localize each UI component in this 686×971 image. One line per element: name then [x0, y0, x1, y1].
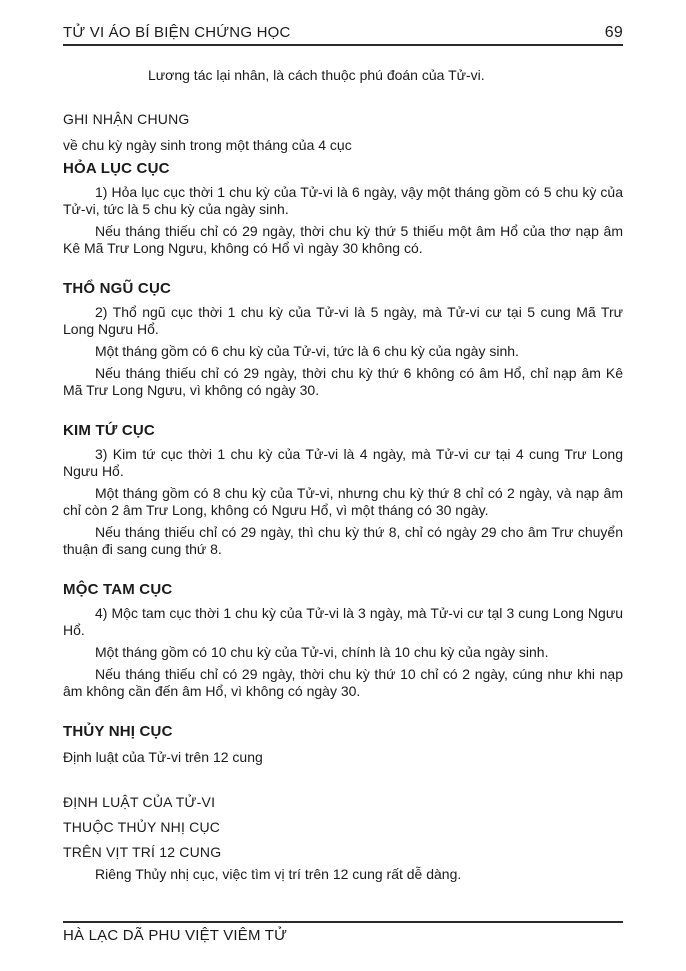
paragraph: Một tháng gồm có 10 chu kỳ của Tử-vi, chính là 10 chu kỳ của ngày sinh. [95, 644, 549, 660]
running-title: TỬ VI ÁO BÍ BIỆN CHỨNG HỌC [63, 24, 291, 41]
page-header [63, 0, 623, 46]
section-heading-moc-tam-cuc: MỘC TAM CỤC [63, 581, 173, 598]
paragraph: 2) Thổ ngũ cục thời 1 chu kỳ của Tử-vi là 5 ngày, mà Tử-vi cư tại 5 cung Mã Trư Long Ngưu Hổ. [63, 304, 623, 337]
paragraph: Định luật của Tử-vi trên 12 cung [63, 749, 263, 765]
subhead-thuoc-thuy-nhi-cuc: THUỘC THỦY NHỊ CỤC [63, 819, 221, 835]
paragraph: 4) Mộc tam cục thời 1 chu kỳ của Tử-vi là 3 ngày, mà Tử-vi cư tạl 3 cung Long Ngưu Hổ. [63, 605, 623, 638]
paragraph: Riêng Thủy nhị cục, việc tìm vị trí trên 12 cung rất dễ dàng. [95, 866, 462, 882]
subhead-ghi-nhan-chung: GHI NHẬN CHUNG [63, 111, 190, 127]
subhead-note: về chu kỳ ngày sinh trong một tháng của 4 cục [63, 137, 352, 153]
page-content [63, 67, 623, 883]
section-heading-tho-ngu-cuc: THỔ NGŨ CỤC [63, 280, 172, 297]
paragraph: Một tháng gồm có 6 chu kỳ của Tử-vi, tức là 6 chu kỳ của ngày sinh. [95, 343, 519, 359]
paragraph: Nếu tháng thiếu chỉ có 29 ngày, thì chu kỳ thứ 8, chỉ có ngày 29 cho âm Trư chuyển thuận đi sang cung thứ 8. [63, 524, 623, 557]
paragraph: Một tháng gồm có 8 chu kỳ của Tử-vi, nhưng chu kỳ thứ 8 chỉ có 2 ngày, và nạp âm chỉ còn 2 âm Trư Long, không có Ngưu Hổ, vì một tháng có 30 ngày. [63, 485, 623, 518]
subhead-tren-vi-tri: TRÊN VỊT TRÍ 12 CUNG [63, 844, 222, 860]
subhead-dinh-luat: ĐỊNH LUẬT CỦA TỬ-VI [63, 794, 216, 810]
paragraph: Nếu tháng thiếu chỉ có 29 ngày, thời chu kỳ thứ 6 không có âm Hổ, chỉ nạp âm Kê Mã Trư Long Ngưu, vì không có ngày 30. [63, 365, 623, 398]
paragraph: Nếu tháng thiếu chỉ có 29 ngày, thời chu kỳ thứ 10 chỉ có 2 ngày, cúng như khi nạp âm không cần đến âm Hổ, vì không có ngày 30. [63, 666, 623, 699]
footer-author: HÀ LẠC DÃ PHU VIỆT VIÊM TỬ [63, 927, 288, 944]
page-footer [63, 921, 623, 944]
paragraph: 3) Kim tứ cục thời 1 chu kỳ của Tử-vi là 4 ngày, mà Tử-vi cư tại 4 cung Trư Long Ngưu Hổ. [63, 446, 623, 479]
intro-line: Lương tác lại nhân, là cách thuộc phú đoán của Tử-vi. [148, 67, 485, 83]
section-heading-kim-tu-cuc: KIM TỨ CỤC [63, 422, 155, 439]
section-heading-thuy-nhi-cuc: THỦY NHỊ CỤC [63, 723, 173, 740]
section-heading-hoa-luc-cuc: HỎA LỤC CỤC [63, 160, 170, 177]
page-number: 69 [604, 24, 623, 41]
paragraph: 1) Hỏa lục cục thời 1 chu kỳ của Tử-vi là 6 ngày, vậy một tháng gồm có 5 chu kỳ của Tử-vi, tức là 5 chu kỳ của ngày sinh. [63, 184, 623, 217]
paragraph: Nếu tháng thiếu chỉ có 29 ngày, thời chu kỳ thứ 5 thiếu một âm Hổ của thơ nạp âm Kê Mã Trư Long Ngưu, không có Hổ vì ngày 30 không có. [63, 223, 623, 256]
